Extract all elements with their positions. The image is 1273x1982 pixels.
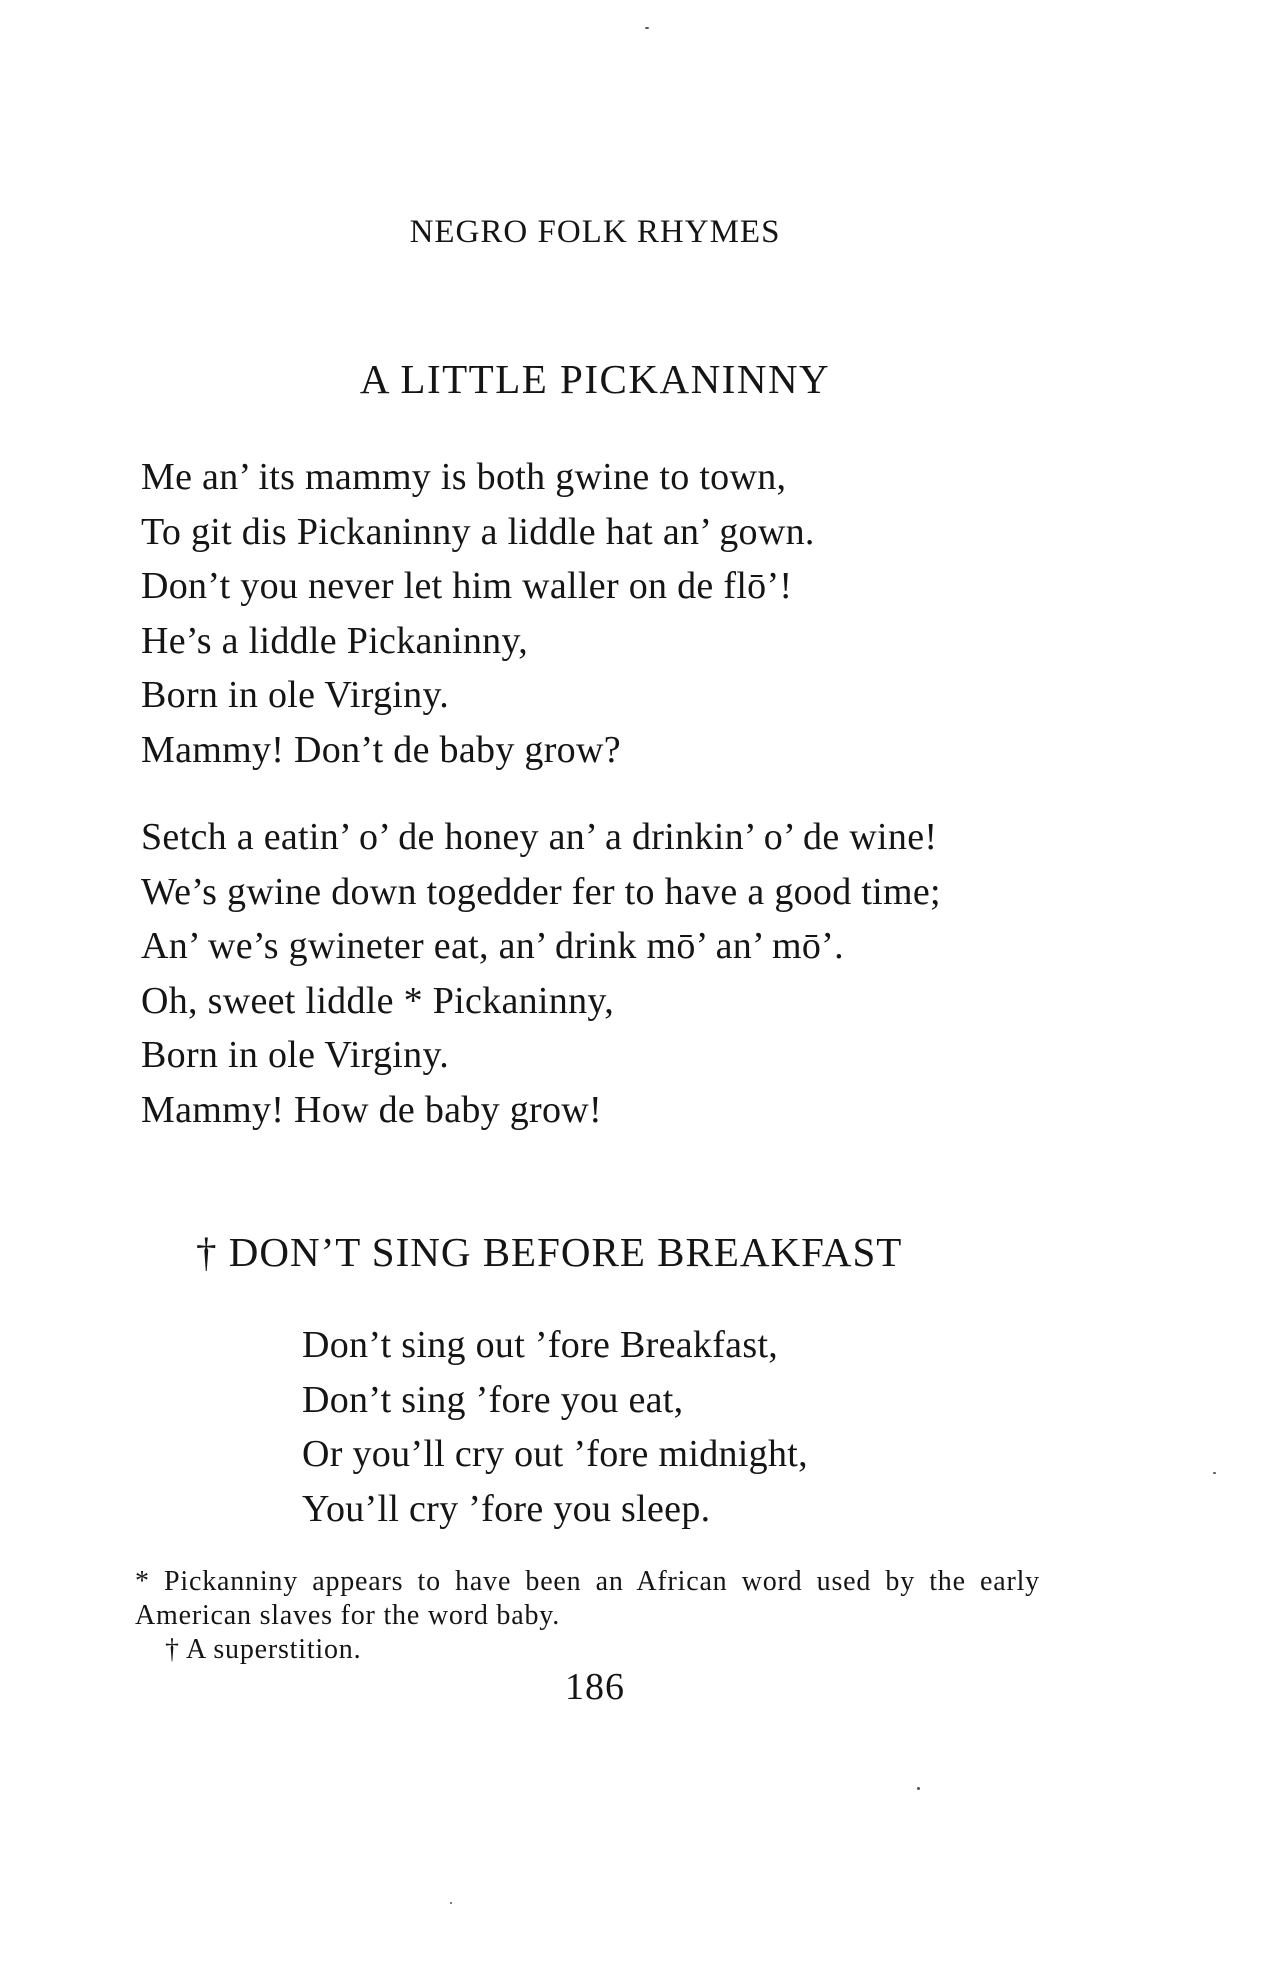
verse-line: Don’t sing out ’fore Breakfast, bbox=[302, 1324, 779, 1366]
footnote-pickaninny: * Pickanniny appears to have been an African word used by the early American slaves for the word baby. bbox=[135, 1566, 1040, 1631]
verse-line: Born in ole Virginy. bbox=[141, 1034, 450, 1076]
poem-1-stanza-1 bbox=[141, 450, 815, 777]
verse-line: Don’t sing ’fore you eat, bbox=[302, 1378, 684, 1421]
verse-line: To git dis Pickaninny a liddle hat an’ gown. bbox=[141, 510, 815, 553]
verse-line: He’s a liddle Pickaninny, bbox=[141, 619, 529, 662]
running-head: NEGRO FOLK RHYMES bbox=[409, 214, 781, 250]
verse-line: Me an’ its mammy is both gwine to town, bbox=[141, 456, 787, 498]
scan-speck bbox=[1213, 1472, 1216, 1474]
verse-line: We’s gwine down togedder fer to have a good time; bbox=[141, 870, 941, 913]
poem-2-stanza-1 bbox=[302, 1318, 808, 1536]
verse-line: Oh, sweet liddle * Pickaninny, bbox=[141, 979, 615, 1022]
verse-line: Born in ole Virginy. bbox=[141, 674, 450, 716]
scan-speck bbox=[645, 27, 649, 29]
verse-line: An’ we’s gwineter eat, an’ drink mō’ an’ mō’. bbox=[141, 925, 844, 967]
verse-line: Mammy! Don’t de baby grow? bbox=[141, 728, 621, 771]
verse-line: Don’t you never let him waller on de flō’! bbox=[141, 565, 793, 607]
scan-speck bbox=[450, 1902, 452, 1904]
verse-line: Mammy! How de baby grow! bbox=[141, 1088, 602, 1131]
verse-line: You’ll cry ’fore you sleep. bbox=[302, 1487, 711, 1530]
page-number: 186 bbox=[565, 1666, 625, 1708]
poem-1-stanza-2 bbox=[141, 810, 941, 1137]
footnotes bbox=[135, 1565, 1040, 1667]
verse-line: Or you’ll cry out ’fore midnight, bbox=[302, 1433, 808, 1475]
scan-speck bbox=[917, 1787, 920, 1790]
verse-line: Setch a eatin’ o’ de honey an’ a drinkin’ o’ de wine! bbox=[141, 816, 938, 858]
poem-title-little-pickaninny: A LITTLE PICKANINNY bbox=[359, 356, 831, 402]
footnote-superstition: † A superstition. bbox=[165, 1634, 362, 1665]
poem-title-dont-sing-before-breakfast: † DON’T SING BEFORE BREAKFAST bbox=[196, 1229, 903, 1275]
